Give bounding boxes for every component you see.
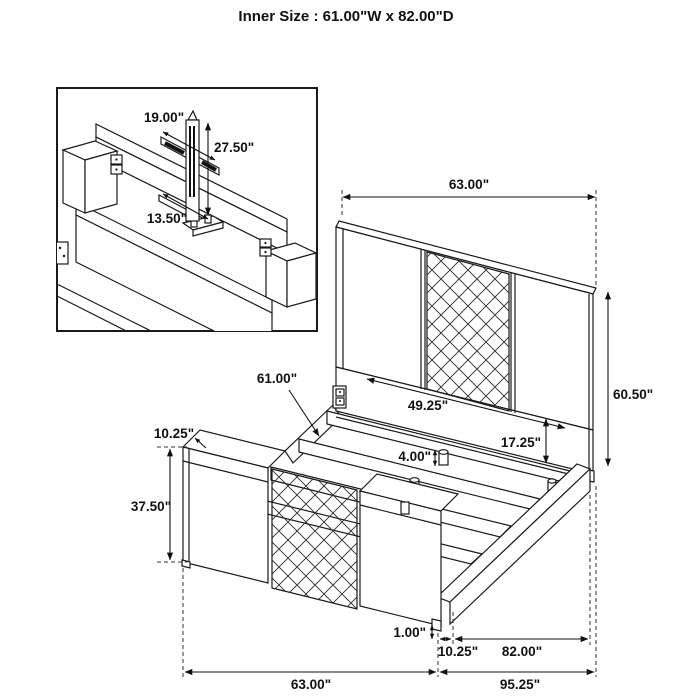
footboard-left-panel [183,447,268,583]
svg-text:19.00": 19.00" [143,110,185,125]
page-title: Inner Size : 61.00"W x 82.00"D [238,8,454,25]
support-leg [401,502,409,514]
rail-bracket [333,386,346,408]
headboard-bracket-inset [56,88,317,360]
svg-text:37.50": 37.50" [130,499,172,514]
svg-text:10.25": 10.25" [153,426,195,441]
svg-text:17.25": 17.25" [500,435,541,450]
svg-text:95.25": 95.25" [499,677,541,692]
footboard-left-foot [182,560,190,568]
dim-inner-width [257,371,319,436]
svg-text:49.25": 49.25" [407,398,449,413]
headboard [333,221,596,482]
headboard-crosshatch-panel [427,252,509,411]
svg-text:10.25": 10.25" [437,644,479,659]
dim-headboard-height [608,292,653,466]
svg-text:4.00": 4.00" [398,449,431,464]
dim-leg-height [398,449,435,466]
svg-text:82.00": 82.00" [501,644,543,659]
hinge-plate [56,242,68,264]
svg-text:27.50": 27.50" [214,140,255,155]
svg-text:61.00": 61.00" [256,371,298,386]
svg-text:63.00": 63.00" [448,177,490,192]
dim-footboard-depth [438,612,478,677]
svg-text:63.00": 63.00" [290,677,332,692]
svg-text:13.50": 13.50" [146,211,188,226]
svg-text:60.50": 60.50" [613,387,654,402]
footboard-crosshatch-panel [272,469,357,609]
dim-foot-height [393,625,432,640]
dim-footboard-height [131,447,187,562]
footboard-right-foot [432,619,441,631]
svg-text:1.00": 1.00" [393,625,426,640]
